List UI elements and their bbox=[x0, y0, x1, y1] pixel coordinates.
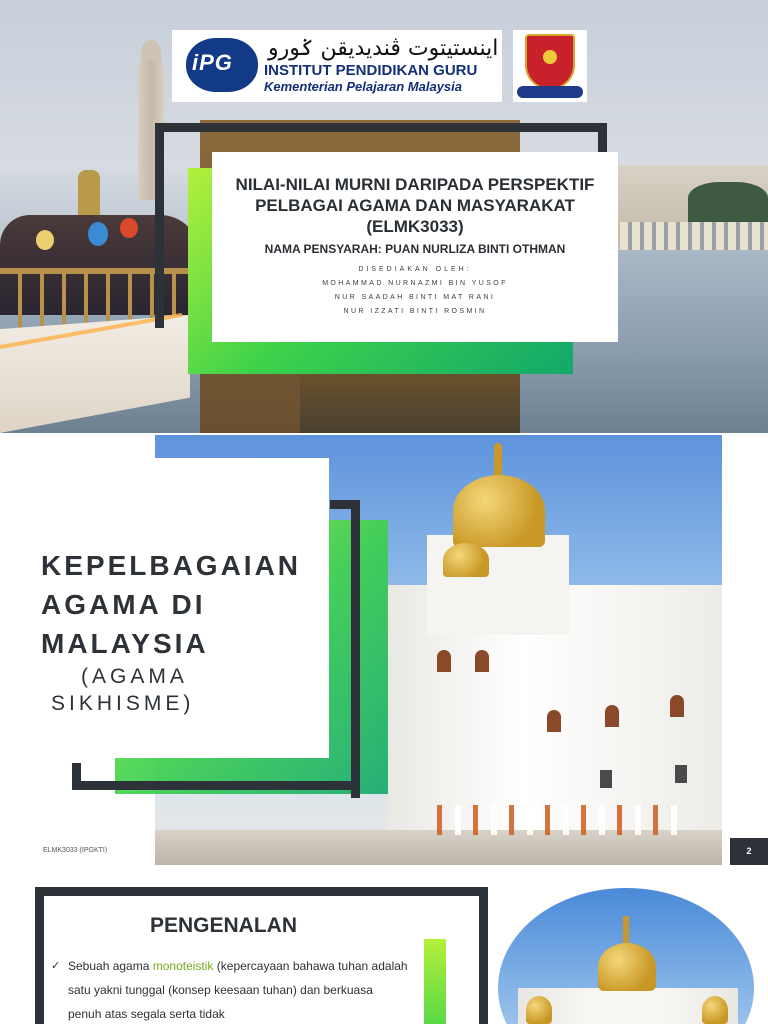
pilgrim-turban-red bbox=[120, 218, 138, 238]
gurdwara-main-dome bbox=[453, 475, 545, 547]
prepared-by-label: DISEDIAKAN OLEH: bbox=[358, 266, 472, 273]
section-frame-left bbox=[72, 763, 81, 790]
gurdwara-window bbox=[547, 710, 561, 732]
gurdwara-door bbox=[675, 765, 687, 783]
student-name: NUR IZZATI BINTI ROSMIN bbox=[343, 308, 487, 315]
bullet-text-end: (kepercayaan bahawa tuhan adalah satu yakni tunggal (konsep keesaan tuhan) dan berkuasa penuh atas segala serta tidak bbox=[68, 959, 408, 1021]
section-title-line: AGAMA DI bbox=[41, 589, 206, 620]
gurdwara-spire bbox=[494, 443, 502, 477]
checkmark-icon: ✓ bbox=[51, 960, 61, 972]
gurdwara-small-dome bbox=[702, 996, 728, 1024]
section-slide bbox=[0, 433, 768, 865]
visitors bbox=[425, 805, 685, 835]
intro-heading: PENGENALAN bbox=[150, 914, 298, 937]
section-title-card bbox=[0, 458, 329, 758]
gurdwara-small-dome bbox=[443, 543, 489, 577]
title-slide bbox=[0, 0, 768, 433]
intro-slide bbox=[0, 866, 768, 1024]
green-accent-bar bbox=[424, 939, 446, 1024]
gurdwara-window bbox=[605, 705, 619, 727]
bullet-text-start: Sebuah agama bbox=[68, 959, 153, 973]
section-title-line: MALAYSIA bbox=[41, 628, 209, 659]
pilgrim-turban-blue bbox=[88, 222, 108, 246]
crest-shield bbox=[525, 34, 575, 90]
ipg-jawi-name: اينستيتوت ڤنديديقن ݢورو bbox=[268, 36, 499, 61]
slide-footer: ELMK3033 (IPGKTI) bbox=[43, 847, 108, 854]
student-list bbox=[212, 280, 618, 315]
background-arcade bbox=[620, 222, 768, 250]
ipg-ministry: Kementerian Pelajaran Malaysia bbox=[264, 79, 462, 94]
background-trees bbox=[688, 182, 768, 222]
gurdwara-oval-photo bbox=[498, 888, 754, 1024]
crest-ribbon bbox=[517, 86, 583, 98]
gurdwara-door bbox=[600, 770, 612, 788]
student-name: MOHAMMAD NURNAZMI BIN YUSOF bbox=[322, 280, 508, 287]
section-subtitle-line: SIKHISME) bbox=[51, 692, 195, 715]
college-crest bbox=[513, 30, 587, 102]
title-frame-left bbox=[155, 123, 164, 328]
ipg-name: INSTITUT PENDIDIKAN GURU bbox=[264, 62, 478, 79]
ipg-logo bbox=[172, 30, 502, 102]
section-title-line: KEPELBAGAIAN bbox=[41, 550, 302, 581]
section-frame-bottom bbox=[72, 781, 360, 790]
lecturer-name: NAMA PENSYARAH: PUAN NURLIZA BINTI OTHMAN bbox=[264, 242, 566, 256]
section-subtitle-line: (AGAMA bbox=[81, 665, 188, 688]
course-title: NILAI-NILAI MURNI DARIPADA PERSPEKTIF PELBAGAI AGAMA DAN MASYARAKAT (ELMK3033) bbox=[235, 175, 595, 236]
gurdwara-window bbox=[437, 650, 451, 672]
page-number: 2 bbox=[730, 838, 768, 865]
ipg-abbr: iPG bbox=[192, 50, 233, 75]
marble-courtyard bbox=[155, 830, 722, 865]
crest-emblem bbox=[543, 50, 557, 64]
title-card bbox=[212, 152, 618, 342]
gurdwara-window bbox=[475, 650, 489, 672]
gurdwara-window bbox=[670, 695, 684, 717]
student-name: NUR SAADAH BINTI MAT RANI bbox=[334, 294, 496, 301]
gurdwara-main-dome bbox=[598, 943, 656, 991]
intro-bullet bbox=[51, 954, 408, 1024]
gurdwara-central-block bbox=[584, 988, 670, 1024]
gurdwara-spire bbox=[623, 916, 629, 946]
pilgrim-turban-yellow bbox=[36, 230, 54, 250]
section-title bbox=[41, 546, 329, 663]
bullet-highlight: monoteistik bbox=[152, 959, 214, 973]
section-frame-right bbox=[351, 500, 360, 798]
gurdwara-small-dome bbox=[526, 996, 552, 1024]
